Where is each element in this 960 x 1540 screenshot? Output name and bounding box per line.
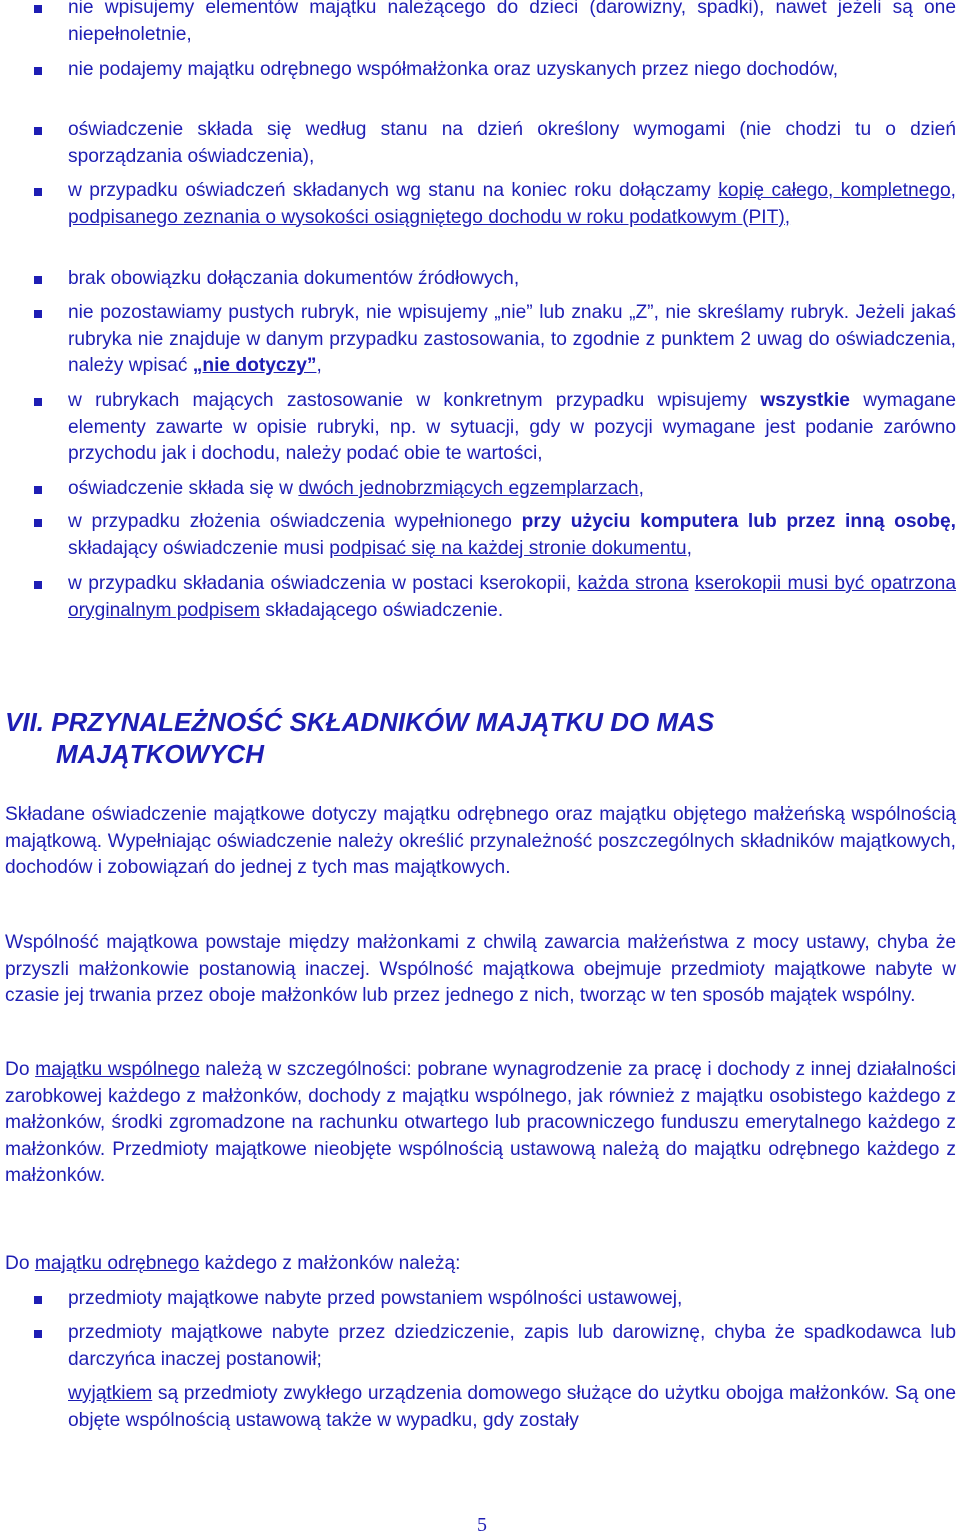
text-run: wymagane elementy zawarte w opisie rubryki, np. w sytuacji, gdy w pozycji wymagane jest podanie zarówno przychodu jak i dochodu, należy podać obie te wartości,	[68, 390, 957, 464]
section-heading-line-2: MAJĄTKOWYCH	[56, 739, 264, 769]
text-run: Wspólność majątkowa powstaje między małżonkami z chwilą zawarcia małżeństwa z mocy ustawy, chyba że przyszli małżonkowie postanowią inaczej. Wspólność majątkowa obejmuje przedmioty majątkowe nabyte w czasie jej trwania przez oboje małżonków lub przez jednego z nich, tworząc w ten sposób majątek wspólny.	[5, 932, 956, 1006]
text-run: Do	[5, 1059, 36, 1080]
text-run: należą w szczególności: pobrane wynagrodzenie za pracę i dochody z innej działalności zarobkowej każdego z małżonków, dochody z majątku wspólnego, jak również z majątku osobistego każdego z małżonków, środki zgromadzone na rachunku otwartego lub pracowniczego funduszu emerytalnego każdego z małżonków. Przedmioty majątkowe nieobjęte wspólnością ustawową należą do majątku odrębnego każdego z małżonków.	[5, 1059, 956, 1186]
paragraph	[5, 1057, 956, 1190]
underlined-text: dwóch jednobrzmiących egzemplarzach	[298, 478, 639, 499]
text-run: nie podajemy majątku odrębnego współmałżonka oraz uzyskanych przez niego dochodów,	[68, 59, 839, 80]
bullet-icon	[34, 5, 42, 13]
bullet-icon	[34, 310, 42, 318]
underlined-text: wyjątkiem	[68, 1383, 153, 1404]
list-item	[68, 117, 956, 170]
list-item	[68, 388, 956, 468]
list-item	[68, 0, 956, 48]
underlined-text: podpisać się na każdej stronie dokumentu	[329, 537, 687, 559]
bold-text: wszystkie	[760, 390, 850, 411]
list-item	[68, 1320, 956, 1373]
section-heading	[5, 706, 925, 770]
list-item	[68, 300, 956, 380]
text-run: w przypadku złożenia oświadczenia wypełnionego	[68, 511, 522, 532]
text-run: w przypadku oświadczeń składanych wg stanu na koniec roku dołączamy	[68, 180, 719, 201]
text-run: nie wpisujemy elementów majątku należącego do dzieci (darowizny, spadki), nawet jeżeli są one niepełnoletnie,	[68, 0, 956, 45]
text-run: ,	[638, 478, 644, 499]
bullet-icon	[34, 519, 42, 527]
paragraph	[5, 930, 956, 1010]
text-run: nie pozostawiamy pustych rubryk, nie wpisujemy „nie” lub znaku „Z”, nie skreślamy rubryk. Jeżeli jakaś rubryka nie znajduje w danym przypadku zastosowania, to zgodnie z punktem 2 uwag do oświadczenia, należy wpisać	[68, 302, 956, 376]
text-run: Do	[5, 1253, 35, 1274]
paragraph	[5, 1251, 956, 1278]
text-run: brak obowiązku dołączania dokumentów źródłowych,	[68, 268, 520, 289]
section-heading-line-1: VII. PRZYNALEŻNOŚĆ SKŁADNIKÓW MAJĄTKU DO MAS	[5, 707, 715, 737]
underlined-text: kserokopii musi być opatrzona oryginalnym podpisem	[68, 573, 956, 621]
bullet-icon	[34, 398, 42, 406]
text-run: są przedmioty zwykłego urządzenia domowego służące do użytku obojga małżonków. Są one objęte wspólnością ustawową także w wypadku, gdy zostały	[68, 1383, 956, 1431]
text-run: składającego oświadczenie.	[259, 599, 504, 621]
list-item	[68, 178, 956, 231]
bullet-icon	[34, 67, 42, 75]
text-run: w przypadku składania oświadczenia w postaci kserokopii,	[68, 573, 578, 594]
text-run: przedmioty majątkowe nabyte przez dziedziczenie, zapis lub darowiznę, chyba że spadkodawca lub darczyńca inaczej postanowił;	[68, 1322, 956, 1370]
bullet-icon	[34, 188, 42, 196]
text-run: w rubrykach mających zastosowanie w konkretnym przypadku wpisujemy	[68, 390, 761, 411]
text-run: oświadczenie składa się według stanu na dzień określony wymogami (nie chodzi tu o dzień sporządzania oświadczenia),	[68, 119, 956, 167]
underlined-text: kopię całego, kompletnego, podpisanego zeznania o wysokości osiągniętego dochodu w roku podatkowym (PIT),	[68, 180, 956, 228]
text-run: oświadczenie składa się w	[68, 478, 299, 499]
underlined-text: każda strona	[577, 573, 689, 594]
paragraph	[5, 802, 956, 882]
bullet-icon	[34, 1330, 42, 1338]
text-run: przedmioty majątkowe nabyte przed powstaniem wspólności ustawowej,	[68, 1288, 683, 1309]
list-item	[68, 509, 956, 562]
text-run: ,	[316, 355, 322, 376]
text-run: Składane oświadczenie majątkowe dotyczy majątku odrębnego oraz majątku objętego małżeńską wspólnością majątkową. Wypełniając oświadczenie należy określić przynależność poszczególnych składników majątkowych, dochodów i zobowiązań do jednej z tych mas majątkowych.	[5, 804, 956, 878]
underlined-text: majątku odrębnego	[34, 1253, 200, 1274]
underlined-text: majątku wspólnego	[35, 1059, 200, 1080]
bullet-icon	[34, 276, 42, 284]
list-item	[68, 476, 956, 503]
list-item	[68, 57, 956, 84]
text-run: ,	[686, 537, 692, 559]
bold-text: przy użyciu komputera lub przez inną osobę,	[521, 511, 956, 532]
bullet-icon	[34, 1296, 42, 1304]
bullet-icon	[34, 486, 42, 494]
page-number: 5	[477, 1514, 487, 1536]
bullet-icon	[34, 581, 42, 589]
continuation-text	[68, 1381, 956, 1434]
text-run: każdego z małżonków należą:	[199, 1253, 461, 1274]
text-run: składający oświadczenie musi	[68, 537, 330, 559]
list-item	[68, 571, 956, 624]
bullet-icon	[34, 127, 42, 135]
underlined-text: „nie dotyczy”	[192, 355, 317, 376]
list-item	[68, 1286, 956, 1313]
list-item	[68, 266, 956, 293]
